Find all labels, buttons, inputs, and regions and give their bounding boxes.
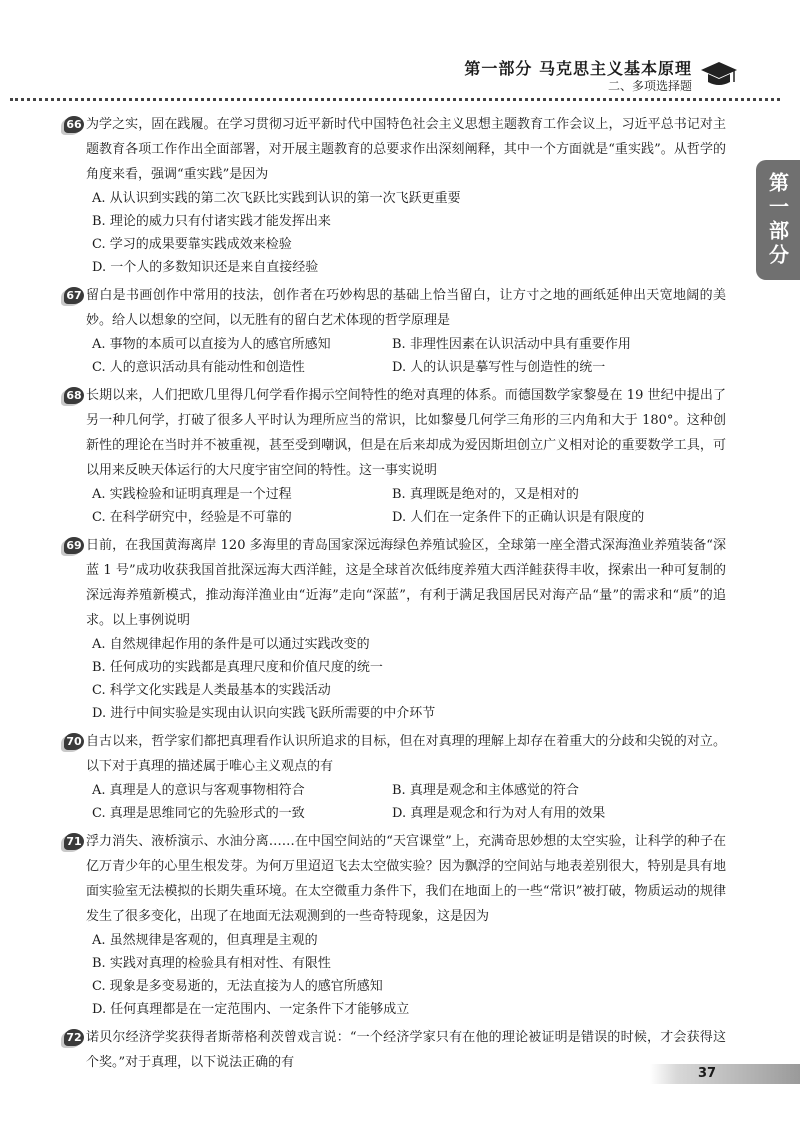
question-stem: 留白是书画创作中常用的技法，创作者在巧妙构思的基础上恰当留白，让方寸之地的画纸延伸出天宽地阔的美妙。给人以想象的空间，以无胜有的留白艺术体现的哲学原理是 <box>86 288 726 328</box>
option-list <box>86 187 726 279</box>
answer-option: A. 实践检验和证明真理是一个过程 <box>92 487 292 502</box>
question-number-badge: 71 <box>64 833 84 850</box>
answer-option: B. 任何成功的实践都是真理尺度和价值尺度的统一 <box>92 660 383 675</box>
option-list <box>86 633 726 725</box>
option-list <box>86 929 726 1021</box>
header-subtitle: 二、多项选择题 <box>607 79 692 93</box>
answer-option: C. 现象是多变易逝的，无法直接为人的感官所感知 <box>92 979 383 994</box>
answer-option: D. 任何真理都是在一定范围内、一定条件下才能够成立 <box>92 1002 410 1017</box>
answer-option: B. 实践对真理的检验具有相对性、有限性 <box>92 956 331 971</box>
graduation-cap-icon <box>700 60 738 90</box>
section-side-tab: 第一部分 <box>756 160 800 280</box>
question-number-badge: 70 <box>64 733 84 750</box>
answer-option: A. 自然规律起作用的条件是可以通过实践改变的 <box>92 637 370 652</box>
answer-option: B. 非理性因素在认识活动中具有重要作用 <box>392 337 631 352</box>
answer-option: C. 在科学研究中，经验是不可靠的 <box>92 510 292 525</box>
option-list <box>86 779 726 825</box>
answer-option: B. 真理是观念和主体感觉的符合 <box>392 783 579 798</box>
question-item <box>66 1025 726 1075</box>
option-list <box>86 483 726 529</box>
page-number-bar <box>650 1064 800 1084</box>
question-stem: 日前，在我国黄海离岸 120 多海里的青岛国家深远海绿色养殖试验区，全球第一座全潜式深海渔业养殖装备“深蓝 1 号”成功收获我国首批深远海大西洋鲑，这是全球首次低纬度养殖大西洋鲑获得丰收，探索出一种可复制的深远海养殖新模式，推动海洋渔业由“近海”走向“深蓝”，有利于满足我国居民对海产品“量”的需求和“质”的追求。以上事例说明 <box>86 538 726 628</box>
answer-option: B. 真理既是绝对的，又是相对的 <box>392 487 579 502</box>
question-number-badge: 72 <box>64 1029 84 1046</box>
answer-option: C. 科学文化实践是人类最基本的实践活动 <box>92 683 331 698</box>
answer-option: D. 人们在一定条件下的正确认识是有限度的 <box>392 510 645 525</box>
question-item <box>66 383 726 529</box>
page-number: 37 <box>697 1066 717 1081</box>
answer-option: A. 虽然规律是客观的，但真理是主观的 <box>92 933 318 948</box>
answer-option: D. 进行中间实验是实现由认识向实践飞跃所需要的中介环节 <box>92 706 436 721</box>
answer-option: A. 从认识到实践的第二次飞跃比实践到认识的第一次飞跃更重要 <box>92 191 461 206</box>
header-title: 第一部分 马克思主义基本原理 <box>464 59 692 78</box>
question-stem: 为学之实，固在践履。在学习贯彻习近平新时代中国特色社会主义思想主题教育工作会议上，习近平总书记对主题教育各项工作作出全面部署，对开展主题教育的总要求作出深刻阐释，其中一个方面就是“重实践”。从哲学的角度来看，强调“重实践”是因为 <box>86 117 726 182</box>
question-item <box>66 283 726 379</box>
answer-option: C. 人的意识活动具有能动性和创造性 <box>92 360 305 375</box>
question-item <box>66 533 726 725</box>
question-list <box>66 112 726 1079</box>
answer-option: C. 学习的成果要靠实践成效来检验 <box>92 237 292 252</box>
answer-option: D. 人的认识是摹写性与创造性的统一 <box>392 360 606 375</box>
question-stem: 诺贝尔经济学奖获得者斯蒂格利茨曾戏言说：“一个经济学家只有在他的理论被证明是错误的时候，才会获得这个奖。”对于真理，以下说法正确的有 <box>86 1030 726 1070</box>
question-number-badge: 66 <box>64 116 84 133</box>
header-divider <box>10 98 780 101</box>
option-list <box>86 333 726 379</box>
question-number-badge: 69 <box>64 537 84 554</box>
answer-option: C. 真理是思维同它的先验形式的一致 <box>92 806 305 821</box>
question-item <box>66 729 726 825</box>
answer-option: B. 理论的威力只有付诸实践才能发挥出来 <box>92 214 331 229</box>
question-stem: 自古以来，哲学家们都把真理看作认识所追求的目标，但在对真理的理解上却存在着重大的分歧和尖锐的对立。以下对于真理的描述属于唯心主义观点的有 <box>86 734 726 774</box>
answer-option: D. 真理是观念和行为对人有用的效果 <box>392 806 606 821</box>
answer-option: A. 真理是人的意识与客观事物相符合 <box>92 783 305 798</box>
answer-option: A. 事物的本质可以直接为人的感官所感知 <box>92 337 331 352</box>
question-number-badge: 68 <box>64 387 84 404</box>
question-item <box>66 112 726 279</box>
question-stem: 浮力消失、液桥演示、水油分离……在中国空间站的“天宫课堂”上，充满奇思妙想的太空实验，让科学的种子在亿万青少年的心里生根发芽。为何万里迢迢飞去太空做实验？因为飘浮的空间站与地表差别很大，特别是具有地面实验室无法模拟的长期失重环境。在太空微重力条件下，我们在地面上的一些“常识”被打破，物质运动的规律发生了很多变化，出现了在地面无法观测到的一些奇特现象，这是因为 <box>86 834 726 924</box>
question-stem: 长期以来，人们把欧几里得几何学看作揭示空间特性的绝对真理的体系。而德国数学家黎曼在 19 世纪中提出了另一种几何学，打破了很多人平时认为理所应当的常识，比如黎曼几何学三角形的三内角和大于 180°。这种创新性的理论在当时并不被重视，甚至受到嘲讽，但是在后来却成为爱因斯坦创立广义相对论的重要数学工具，可以用来反映天体运行的大尺度宇宙空间的特性。这一事实说明 <box>86 388 726 478</box>
answer-option: D. 一个人的多数知识还是来自直接经验 <box>92 260 319 275</box>
question-item <box>66 829 726 1021</box>
question-number-badge: 67 <box>64 287 84 304</box>
